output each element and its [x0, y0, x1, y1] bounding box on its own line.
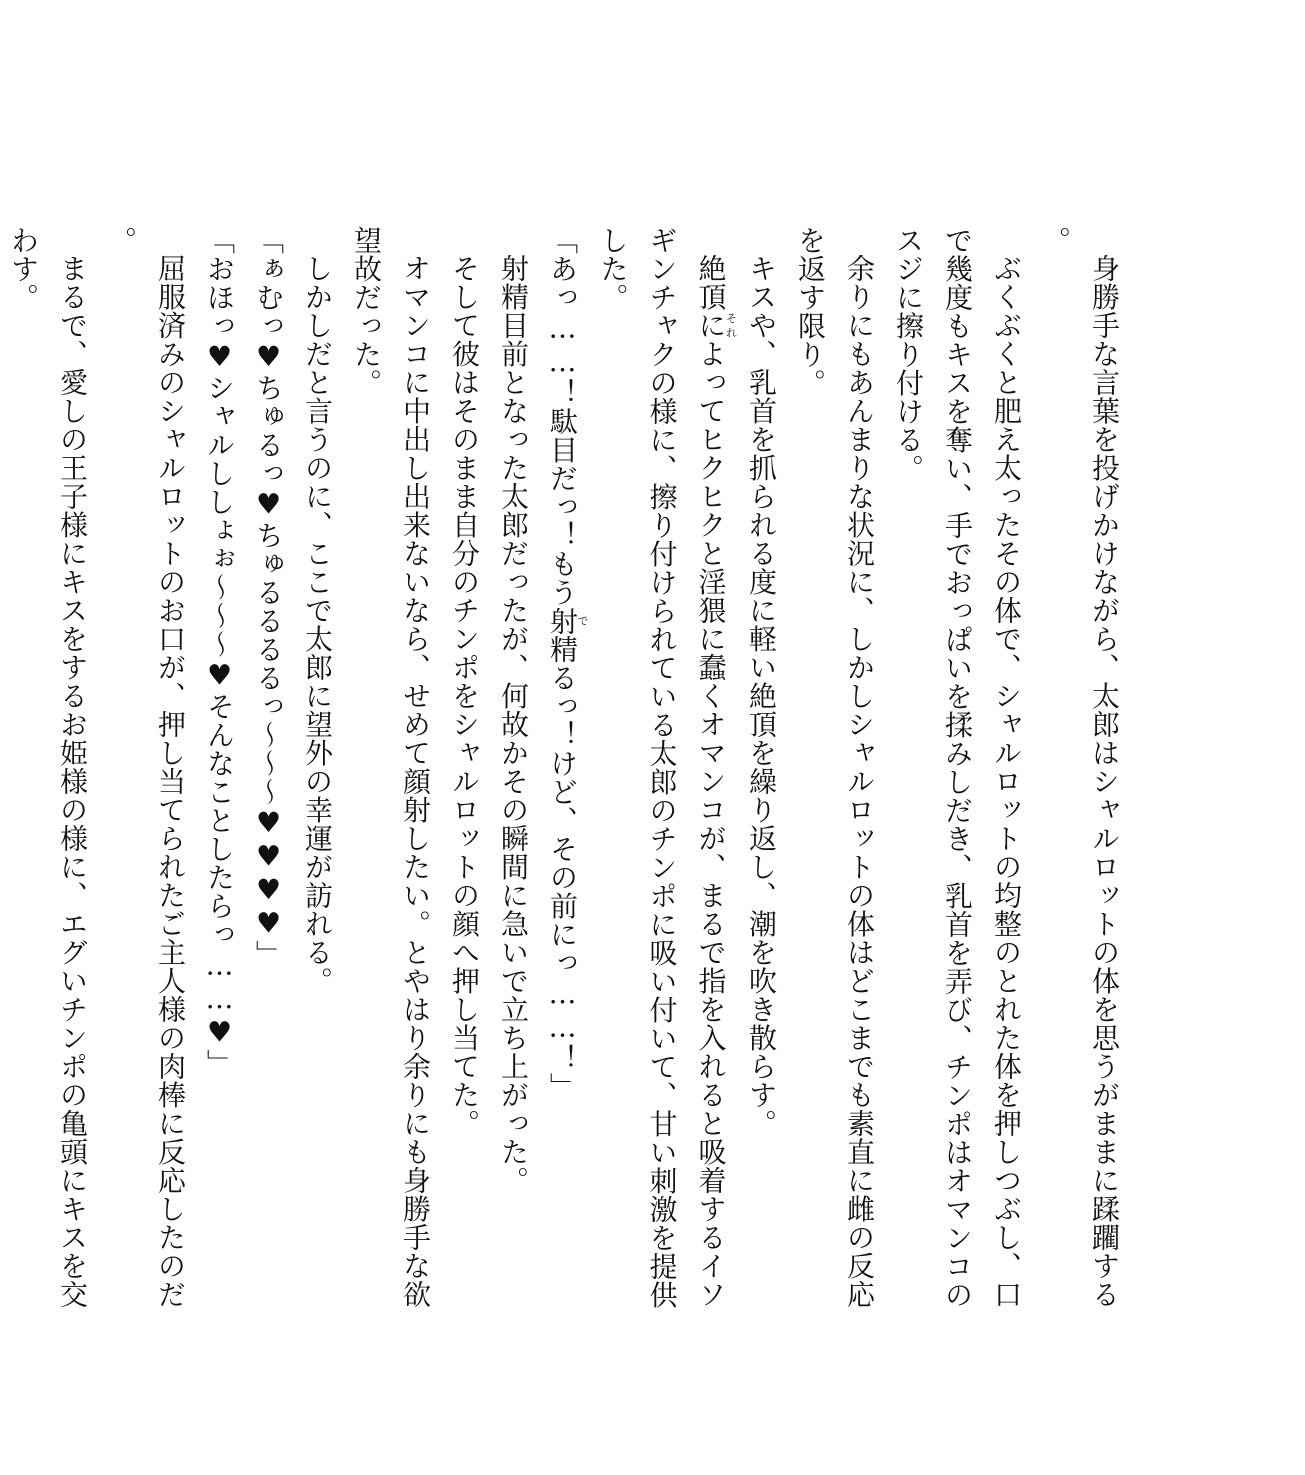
paragraph-7: 射精目前となった太郎だったが、何故かその瞬間に急いで立ち上がった。 [497, 254, 530, 1195]
paragraph-2: ぶくぶくと肥え太ったその体で、シャルロットの均整のとれた体を押しつぶし、口で幾度もキスを奪い、手でおっぱいを揉みしだき、乳首を弄び、チンポはオマンコのスジに擦り付ける。 [892, 226, 1023, 1309]
paragraph-14: まるで、愛しの王子様にキスをするお姫様の様に、エグいチンポの亀頭にキスを交わす。 [7, 226, 89, 1309]
paragraph-4: キスや、乳首を抓られる度に軽い絶頂を繰り返し、潮を吹き散らす。 [745, 254, 778, 1138]
paragraph-9: オマンコに中出し出来ないなら、せめて顔射したい。とやはり余りにも身勝手な欲望故だった。 [350, 226, 432, 1309]
paragraph-5 [589, 226, 738, 1321]
ruby-reading: それ [724, 311, 738, 340]
dialogue-2: 「ぁむっ♥ちゅるっ♥ちゅるるるるっ～～～♥♥♥♥」 [252, 226, 285, 969]
dialogue-1-after: 精るっ！けど、その前にっ……！」 [546, 635, 579, 1101]
dialogue-1 [538, 226, 589, 1321]
paragraph-13: 屈服済みのシャルロットのお口が、押し当てられたご主人様の肉棒に反応したのだ。 [105, 226, 187, 1309]
paragraph-5-after: よってヒクヒクと淫猥に蠢くオマンコが、まるで指を入れると吸着するイソギンチャクの様に、擦り付けられている太郎のチンポに吸い付いて、甘い刺激を提供した。 [596, 226, 728, 1309]
paragraph-1: 身勝手な言葉を投げかけながら、太郎はシャルロットの体を思うがままに蹂躙する。 [1039, 226, 1121, 1309]
paragraph-3: 余りにもあんまりな状況に、しかしシャルロットの体はどこまでも素直に雌の反応を返す限り。 [794, 226, 876, 1309]
ruby-annotation [546, 606, 589, 636]
ruby-base: に [694, 311, 728, 340]
ruby-annotation [694, 311, 738, 340]
ruby-reading: で [576, 606, 589, 635]
vertical-text-body [7, 226, 1129, 1321]
ruby-base: 射 [546, 606, 579, 635]
paragraph-8: そして彼はそのまま自分のチンポをシャルロットの顔へ押し当てた。 [448, 254, 481, 1138]
dialogue-1-before: 「あっ……！駄目だっ！もう [546, 226, 579, 607]
paragraph-10: しかしだと言うのに、ここで太郎に望外の幸運が訪れる。 [301, 254, 334, 995]
dialogue-3: 「おほっ♥シャルししょぉ～～～♥そんなことしたらっ……♥」 [203, 226, 236, 1078]
paragraph-5-before: 絶頂 [694, 254, 728, 311]
